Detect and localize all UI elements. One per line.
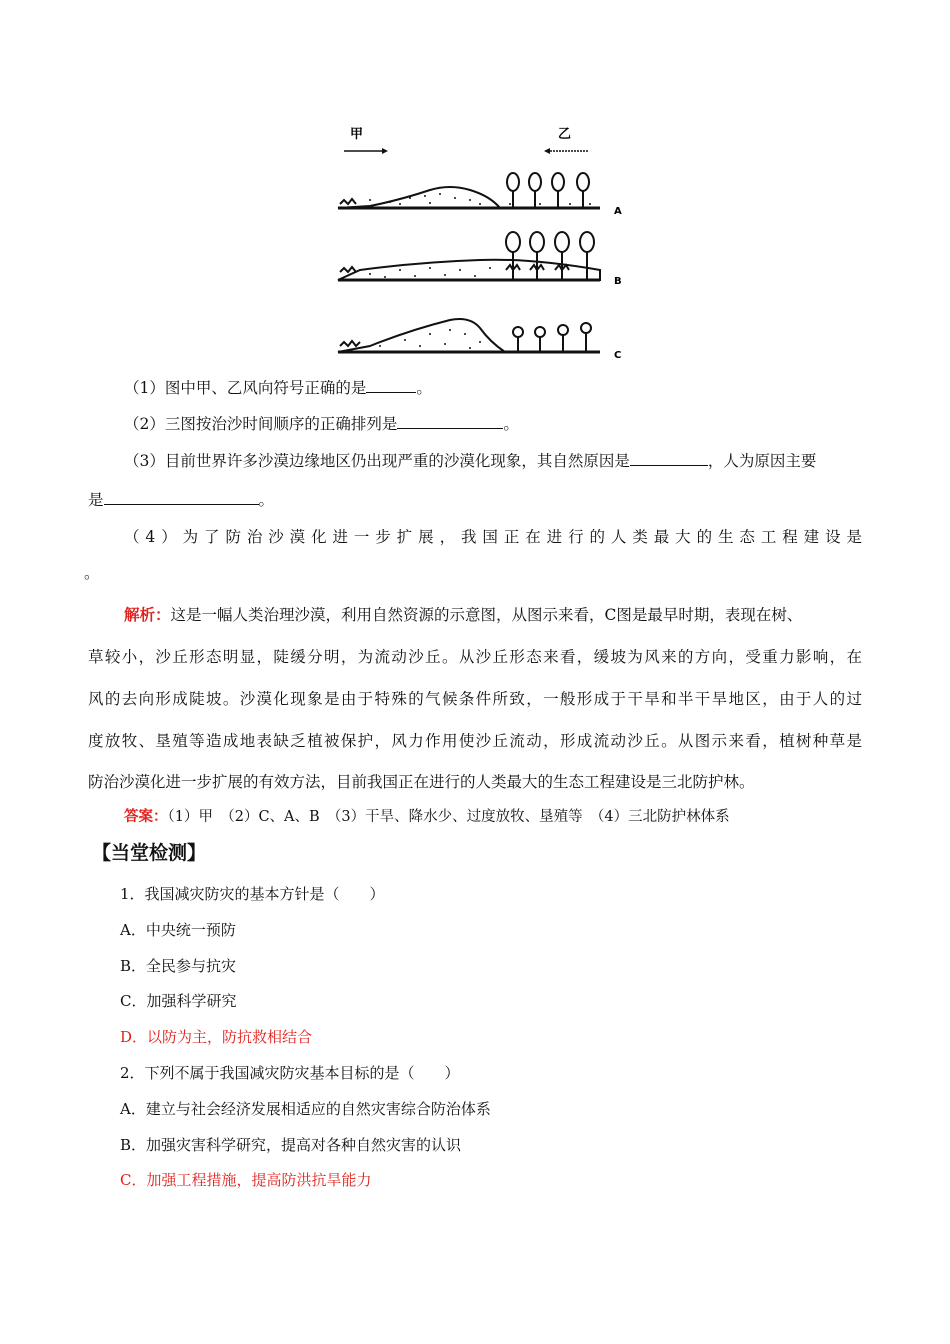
section-title: 【当堂检测】 (92, 842, 207, 864)
wind-arrow-left (544, 148, 588, 154)
question-2: （2）三图按治沙时间顺序的正确排列是 。 (124, 412, 519, 435)
analysis-line-5: 防治沙漠化进一步扩展的有效方法，目前我国正在进行的人类最大的生态工程建设是三北防护林。 (88, 773, 755, 791)
answer-blank-1[interactable] (366, 376, 416, 393)
wind-label-yi: 乙 (558, 127, 572, 142)
quiz-2-option-a: A．建立与社会经济发展相适应的自然灾害综合防治体系 (120, 1100, 491, 1118)
question-1: （1）图中甲、乙风向符号正确的是 。 (124, 376, 432, 399)
answer-line: 答案：（1）甲 （2）C、A、B （3）干旱、降水少、过度放牧、垦殖等 （4）三北防护林体系 (124, 808, 730, 825)
quiz-1-option-d-correct: D．以防为主，防抗救相结合 (120, 1028, 313, 1046)
analysis-line-4: 度放牧、垦殖等造成地表缺乏植被保护，风力作用使沙丘流动，形成流动沙丘。从图示来看，植树种草是 (88, 732, 862, 750)
sand-dune-diagram (330, 120, 630, 365)
answer-label: 答案： (124, 808, 168, 825)
quiz-1-option-a: A．中央统一预防 (120, 921, 236, 939)
dune-row-b (338, 232, 622, 287)
row-label-c: C (614, 350, 622, 361)
quiz-2-option-b: B．加强灾害科学研究，提高对各种自然灾害的认识 (120, 1136, 462, 1154)
analysis-line-1: 解析：这是一幅人类治理沙漠，利用自然资源的示意图，从图示来看，C图是最早时期，表现在树、 (124, 605, 803, 624)
answer-blank-3b[interactable] (104, 488, 259, 505)
quiz-1-option-c: C．加强科学研究 (120, 992, 237, 1010)
quiz-1-stem: 1．我国减灾防灾的基本方针是（ ） (120, 885, 385, 903)
answer-blank-2[interactable] (397, 412, 503, 429)
question-3-line-2: 是 。 (88, 488, 274, 511)
question-3-line-1: （3）目前世界许多沙漠边缘地区仍出现严重的沙漠化现象，其自然原因是 ，人为原因主要 (124, 449, 816, 472)
dune-row-a (338, 173, 622, 217)
question-4-end: 。 (84, 564, 100, 582)
quiz-2-option-c-correct: C．加强工程措施，提高防洪抗旱能力 (120, 1171, 372, 1189)
answer-blank-3a[interactable] (630, 449, 708, 466)
row-label-a: A (614, 206, 622, 217)
question-4: （4）为了防治沙漠化进一步扩展，我国正在进行的人类最大的生态工程建设是 (124, 528, 862, 546)
quiz-2-stem: 2．下列不属于我国减灾防灾基本目标的是（ ） (120, 1064, 460, 1082)
analysis-line-2: 草较小，沙丘形态明显，陡缓分明，为流动沙丘。从沙丘形态来看，缓坡为风来的方向，受重力影响，在 (88, 648, 862, 666)
wind-arrow-right (344, 148, 388, 154)
wind-label-jia: 甲 (350, 127, 364, 142)
quiz-1-option-b: B．全民参与抗灾 (120, 957, 237, 975)
analysis-line-3: 风的去向形成陡坡。沙漠化现象是由于特殊的气候条件所致，一般形成于干旱和半干旱地区，由于人的过 (88, 690, 862, 708)
dune-row-c (338, 319, 621, 361)
row-label-b: B (614, 276, 622, 287)
analysis-label: 解析： (124, 605, 171, 624)
